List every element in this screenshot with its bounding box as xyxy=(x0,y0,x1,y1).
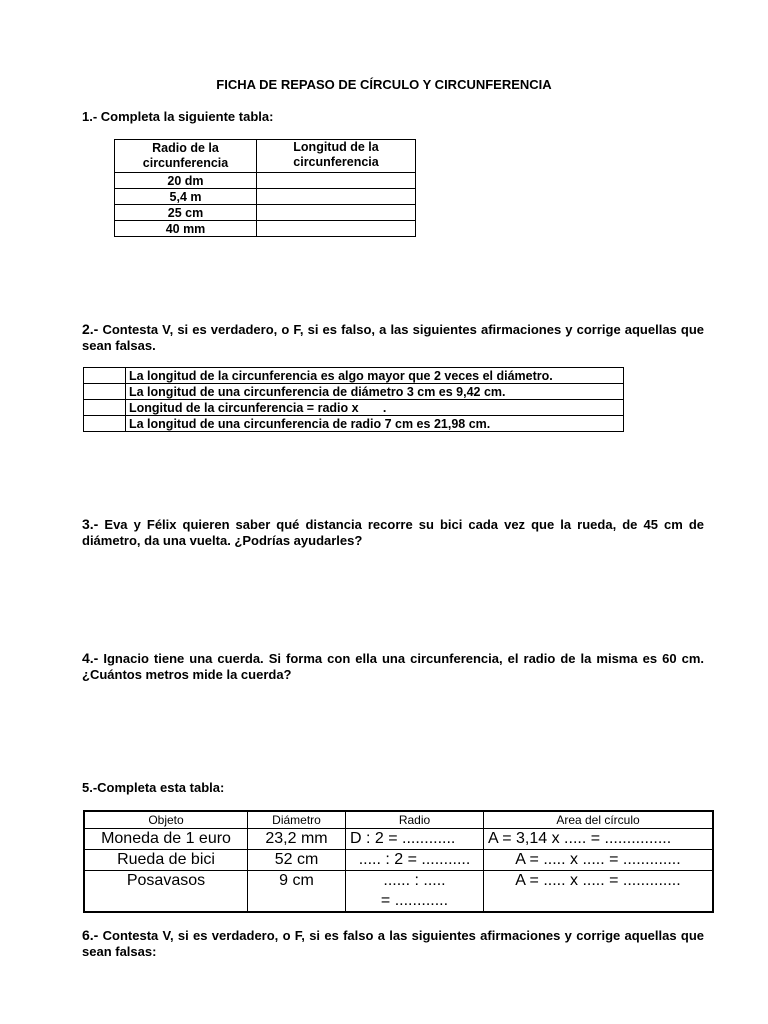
question-4 xyxy=(82,650,704,683)
q5-diametro: 23,2 mm xyxy=(248,829,346,850)
q1-cell-answer[interactable] xyxy=(257,189,416,205)
q2-answer-cell[interactable] xyxy=(84,384,126,400)
q1-cell-radio: 25 cm xyxy=(115,205,257,221)
question-6-number: 6.- xyxy=(82,927,99,943)
q5-area[interactable]: A = ..... x ..... = ............. xyxy=(484,850,714,871)
q1-cell-radio: 40 mm xyxy=(115,221,257,237)
question-4-text: Ignacio tiene una cuerda. Si forma con ella una circunferencia, el radio de la misma es 60 cm. ¿Cuántos metros mide la cuerda? xyxy=(82,651,704,682)
q5-objeto: Posavasos xyxy=(84,871,248,913)
q5-radio[interactable]: ..... : 2 = ........... xyxy=(346,850,484,871)
q5-header-diametro: Diámetro xyxy=(248,811,346,829)
question-2-text: Contesta V, si es verdadero, o F, si es falso, a las siguientes afirmaciones y corrige aquellas que sean falsas. xyxy=(82,322,704,353)
q5-radio[interactable]: D : 2 = ............ xyxy=(346,829,484,850)
question-3-text: Eva y Félix quieren saber qué distancia recorre su bici cada vez que la rueda, de 45 cm de diámetro, da una vuelta. ¿Podrías ayudarles? xyxy=(82,517,704,548)
question-6-text: Contesta V, si es verdadero, o F, si es falso a las siguientes afirmaciones y corrige aquellas que sean falsas: xyxy=(82,928,704,959)
question-3 xyxy=(82,516,704,549)
q5-header-area: Area del círculo xyxy=(484,811,714,829)
q1-cell-radio: 5,4 m xyxy=(115,189,257,205)
q5-area[interactable]: A = ..... x ..... = ............. xyxy=(484,871,714,913)
question-2 xyxy=(82,321,704,354)
question-2-number: 2.- xyxy=(82,321,99,337)
question-5-label: 5.-Completa esta tabla: xyxy=(82,780,225,795)
q5-radio[interactable] xyxy=(346,871,484,913)
q5-radio-line-1: ...... : ..... xyxy=(383,872,446,889)
question-3-number: 3.- xyxy=(82,516,99,532)
q5-header-objeto: Objeto xyxy=(84,811,248,829)
q2-answer-cell[interactable] xyxy=(84,368,126,384)
question-4-number: 4.- xyxy=(82,650,99,666)
q2-statement: Longitud de la circunferencia = radio x . xyxy=(126,400,624,416)
q5-objeto: Moneda de 1 euro xyxy=(84,829,248,850)
q5-header-radio: Radio xyxy=(346,811,484,829)
q5-diametro: 52 cm xyxy=(248,850,346,871)
q2-answer-cell[interactable] xyxy=(84,416,126,432)
q1-cell-radio: 20 dm xyxy=(115,173,257,189)
q1-cell-answer[interactable] xyxy=(257,173,416,189)
q5-radio-line-2: = ............ xyxy=(380,892,449,909)
q2-table xyxy=(83,367,624,432)
question-1-label: 1.- Completa la siguiente tabla: xyxy=(82,109,274,124)
q2-answer-cell[interactable] xyxy=(84,400,126,416)
question-6 xyxy=(82,927,704,960)
q2-statement: La longitud de una circunferencia de diámetro 3 cm es 9,42 cm. xyxy=(126,384,624,400)
q1-header-longitud: Longitud de la circunferencia xyxy=(257,140,416,173)
q2-statement: La longitud de la circunferencia es algo mayor que 2 veces el diámetro. xyxy=(126,368,624,384)
q5-area[interactable]: A = 3,14 x ..... = ............... xyxy=(484,829,714,850)
q5-objeto: Rueda de bici xyxy=(84,850,248,871)
q1-cell-answer[interactable] xyxy=(257,221,416,237)
q1-header-radio: Radio de la circunferencia xyxy=(115,140,257,173)
q2-statement: La longitud de una circunferencia de radio 7 cm es 21,98 cm. xyxy=(126,416,624,432)
q5-diametro: 9 cm xyxy=(248,871,346,913)
q5-table xyxy=(83,810,714,913)
q1-cell-answer[interactable] xyxy=(257,205,416,221)
page-title: FICHA DE REPASO DE CÍRCULO Y CIRCUNFERENCIA xyxy=(216,77,552,92)
q1-table xyxy=(114,139,416,237)
